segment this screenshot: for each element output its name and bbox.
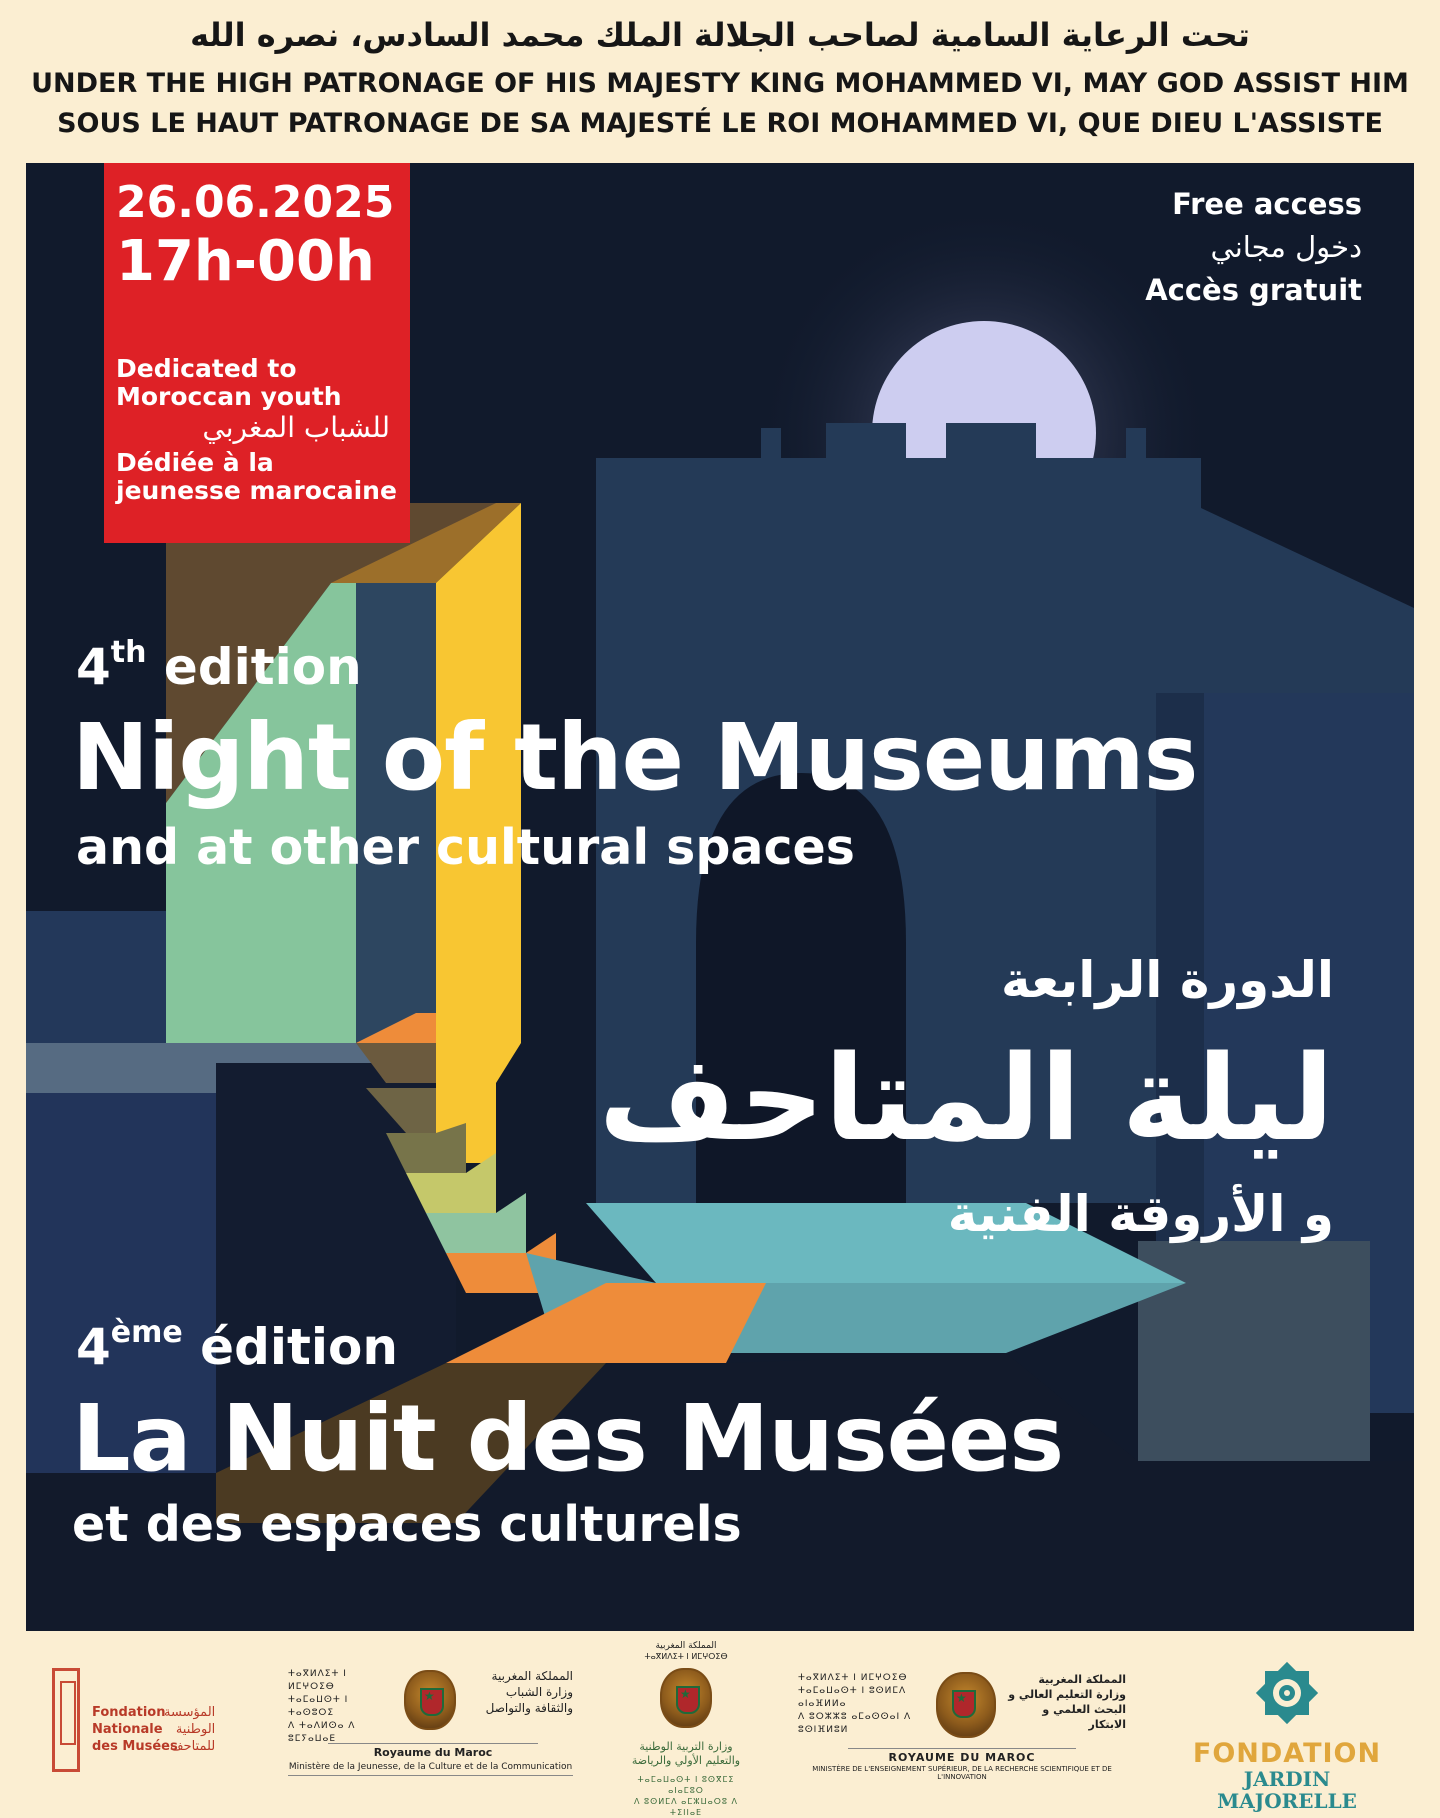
fjm-line-2: JARDIN MAJORELLE	[1217, 1767, 1357, 1813]
title-arabic: ليلة المتاحف	[598, 1029, 1334, 1167]
edition-arabic: الدورة الرابعة	[1000, 951, 1334, 1009]
patronage-english: UNDER THE HIGH PATRONAGE OF HIS MAJESTY KING MOHAMMED VI, MAY GOD ASSIST HIM	[31, 68, 1409, 99]
mjcc-arabic: المملكة المغربية وزارة الشباب والثقافة والتواصل	[485, 1669, 573, 1715]
mjcc-tifinagh-1: ⵜⴰⴳⵍⴷⵉⵜ ⵏ ⵍⵎⵖⵔⵉⴱ	[288, 1669, 347, 1692]
mjcc-kingdom: Royaume du Maroc	[328, 1743, 538, 1759]
logo-ministry-education	[626, 1640, 746, 1817]
edition-suffix: ème	[110, 1315, 183, 1350]
mjcc-tifinagh-3: ⴷ ⵜⴰⴷⵍⵙⴰ ⴷ ⵓⵎⵢⴰⵡⴰⴹ	[288, 1721, 356, 1744]
access-french: Accès gratuit	[1145, 273, 1362, 307]
mene-arabic: وزارة التربية الوطنية والتعليم الأولي والرياضة	[631, 1740, 741, 1767]
mene-tifinagh-1: ⵜⴰⵎⴰⵡⴰⵙⵜ ⵏ ⵓⵙⴳⵎⵉ ⴰⵏⴰⵎⵓⵔ	[637, 1775, 735, 1795]
fjm-line-1: FONDATION	[1192, 1738, 1382, 1769]
majorelle-flower-icon	[1248, 1654, 1326, 1732]
mes-arabic: المملكة المغربية وزارة التعليم العالي و البحث العلمي و الابتكار	[1008, 1673, 1126, 1731]
event-time: 17h-00h	[116, 229, 375, 294]
fnm-line-3: des Musées	[92, 1739, 178, 1754]
dedication-french: Dédiée à la jeunesse marocaine	[116, 448, 397, 505]
fnm-ar-3: للمتاحف	[170, 1739, 216, 1754]
mes-kingdom: ROYAUME DU MAROC	[848, 1748, 1076, 1764]
patronage-arabic: تحت الرعاية السامية لصاحب الجلالة الملك محمد السادس، نصره الله	[190, 16, 1250, 54]
fnm-ar-2: الوطنية	[175, 1722, 216, 1737]
event-date: 26.06.2025	[116, 177, 395, 228]
right-block	[1138, 1241, 1370, 1461]
poster-artwork	[26, 163, 1414, 1631]
free-access-info	[1145, 183, 1362, 312]
blue-inner-wall	[356, 583, 436, 1043]
mes-tifinagh-1: ⵜⴰⴳⵍⴷⵉⵜ ⵏ ⵍⵎⵖⵔⵉⴱ	[798, 1673, 908, 1683]
title-english: Night of the Museums	[72, 704, 1198, 811]
logo-fondation-jardin-majorelle	[1176, 1654, 1398, 1813]
edition-french	[76, 1315, 398, 1376]
subtitle-english: and at other cultural spaces	[76, 819, 855, 876]
orange-floor	[446, 1283, 766, 1363]
edition-suffix: th	[110, 635, 147, 670]
dedication-arabic: للشباب المغربي	[202, 411, 390, 444]
mene-top-arabic: المملكة المغربية	[655, 1641, 717, 1651]
mes-tifinagh-2: ⵜⴰⵎⴰⵡⴰⵙⵜ ⵏ ⵓⵙⵍⵎⴷ ⴰⵏⴰⴼⵍⵍⴰ	[798, 1686, 907, 1709]
royal-coat-of-arms-icon	[660, 1668, 712, 1728]
logo-ministry-higher-education	[798, 1672, 1126, 1792]
mene-top-tifinagh: ⵜⴰⴳⵍⴷⵉⵜ ⵏ ⵍⵎⵖⵔⵉⴱ	[644, 1652, 728, 1661]
subtitle-arabic: و الأروقة الفنية	[947, 1185, 1334, 1243]
green-wall-lower	[166, 903, 356, 1043]
fnm-line-2: Nationale	[92, 1722, 163, 1737]
edition-word: édition	[182, 1318, 398, 1376]
mene-tifinagh-2: ⴷ ⵓⵙⵍⵎⴷ ⴰⵎⵣⵡⴰⵔⵓ ⴷ ⵜⵉⵏⵏⴰⴹ	[634, 1797, 738, 1817]
patronage-header	[0, 0, 1440, 162]
fnm-mark-icon	[52, 1668, 80, 1772]
subtitle-french: et des espaces culturels	[72, 1496, 742, 1553]
royal-coat-of-arms-icon	[936, 1672, 996, 1738]
mes-tifinagh-3: ⴷ ⵓⵔⵣⵣⵓ ⴰⵎⴰⵙⵙⴰⵏ ⴷ ⵓⵙⵏⴼⵍⵓⵍ	[798, 1712, 912, 1735]
fnm-ar-1: المؤسسة	[164, 1705, 216, 1720]
event-date-box	[104, 163, 410, 543]
logo-fondation-nationale-des-musees	[52, 1668, 252, 1778]
royal-coat-of-arms-icon	[404, 1670, 456, 1730]
title-french: La Nuit des Musées	[72, 1385, 1064, 1492]
access-arabic: دخول مجاني	[1210, 230, 1362, 264]
patronage-french: SOUS LE HAUT PATRONAGE DE SA MAJESTÉ LE ROI MOHAMMED VI, QUE DIEU L'ASSISTE	[57, 108, 1383, 139]
logo-ministry-youth-culture	[288, 1668, 573, 1788]
dedication-english: Dedicated to Moroccan youth	[116, 354, 342, 411]
mjcc-ministry: Ministère de la Jeunesse, de la Culture et de la Communication	[288, 1762, 573, 1776]
access-english: Free access	[1172, 187, 1362, 221]
edition-word: edition	[146, 638, 362, 696]
mes-ministry: MINISTÈRE DE L'ENSEIGNEMENT SUPÉRIEUR, DE LA RECHERCHE SCIENTIFIQUE ET DE L'INNOVATION	[812, 1765, 1112, 1781]
fnm-line-1: Fondation	[92, 1705, 166, 1720]
partner-logos	[0, 1640, 1440, 1817]
edition-number: 4	[76, 638, 111, 696]
edition-number: 4	[76, 1318, 111, 1376]
edition-english	[76, 635, 362, 696]
mjcc-tifinagh-2: ⵜⴰⵎⴰⵡⵙⵜ ⵏ ⵜⴰⵙⵓⵔⵉ	[288, 1695, 349, 1718]
